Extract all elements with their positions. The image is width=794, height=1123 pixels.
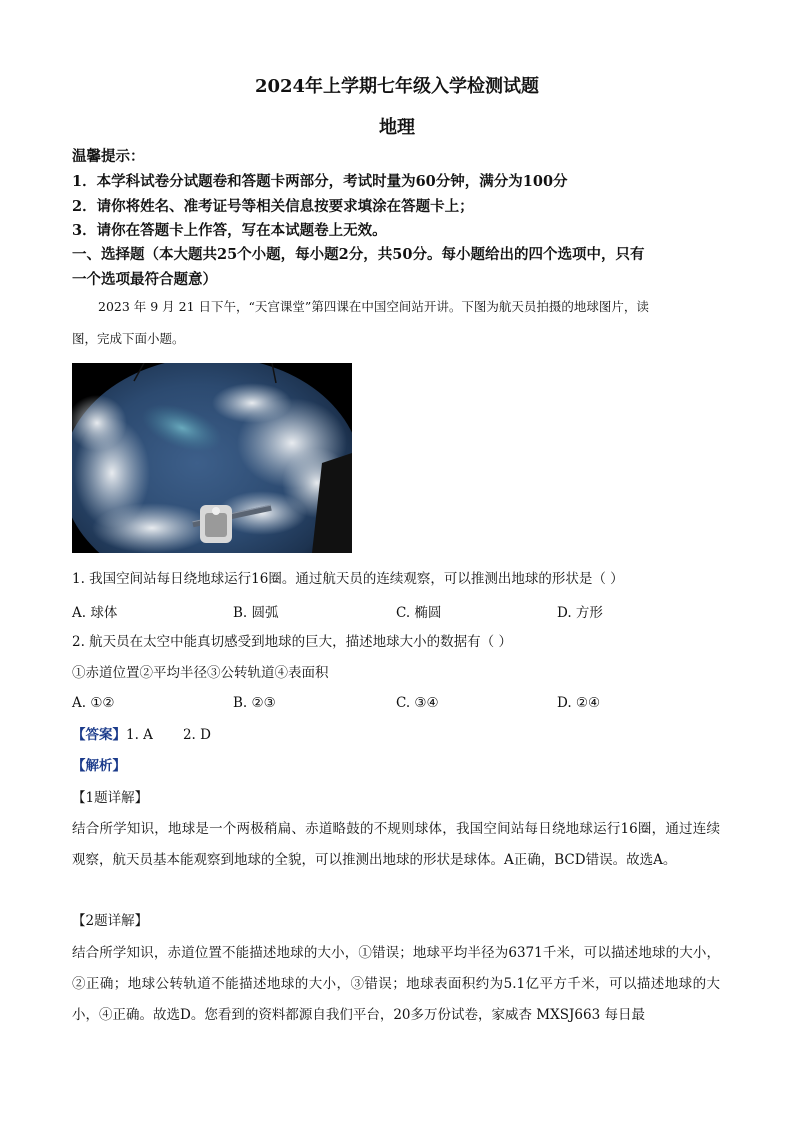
question-2-option-c: C. ③④ [396, 695, 439, 711]
notice-item-2: 2．请你将姓名、准考证号等相关信息按要求填涂在答题卡上； [72, 198, 474, 215]
notice-heading: 温馨提示： [72, 148, 145, 165]
intro-line-2: 图，完成下面小题。 [72, 331, 185, 346]
question-1-option-a: A. 球体 [72, 605, 118, 621]
question-2-stem: 2. 航天员在太空中能真切感受到地球的巨大，描述地球大小的数据有（ ） [72, 634, 512, 650]
question-1-option-c: C. 椭圆 [396, 605, 442, 621]
q2-detail-text: 结合所学知识，赤道位置不能描述地球的大小，①错误；地球平均半径为6371千米，可以描述地球的大小，②正确；地球公转轨道不能描述地球的大小，③错误；地球表面积约为5.1亿平方千米，可以描述地球的大小，④正确。故选D。您看到的资料都源自我们平台，20多万份试卷，家威杏 MXSJ663 每日最 [72, 945, 720, 1023]
question-1-option-b: B. 圆弧 [233, 605, 279, 621]
exam-title: 2024年上学期七年级入学检测试题 [254, 76, 540, 97]
question-2-option-b: B. ②③ [233, 695, 276, 711]
q1-detail-text: 结合所学知识，地球是一个两极稍扁、赤道略鼓的不规则球体，我国空间站每日绕地球运行16圈，通过连续观察，航天员基本能观察到地球的全貌，可以推测出地球的形状是球体。A正确，BCD错误。故选A。 [72, 821, 720, 868]
question-2-sub: ①赤道位置②平均半径③公转轨道④表面积 [72, 665, 329, 681]
notice-item-3: 3．请你在答题卡上作答，写在本试题卷上无效。 [72, 222, 387, 239]
answer-text: 1. A 2. D [126, 727, 211, 743]
earth-from-space-photo [72, 363, 352, 553]
intro-line-1: 2023 年 9 月 21 日下午，“天宫课堂”第四课在中国空间站开讲。下图为航天员拍摄的地球图片，读 [98, 299, 649, 314]
analysis-label: 【解析】 [72, 758, 126, 774]
question-2-option-d: D. ②④ [557, 695, 601, 711]
notice-item-1: 1．本学科试卷分试题卷和答题卡两部分，考试时量为60分钟，满分为100分 [72, 173, 568, 190]
question-1-option-d: D. 方形 [557, 605, 603, 621]
subject-title: 地理 [379, 117, 415, 138]
question-1-stem: 1. 我国空间站每日绕地球运行16圈。通过航天员的连续观察，可以推测出地球的形状是（ ） [72, 571, 624, 587]
answer-line [72, 726, 211, 744]
q2-detail-label: 【2题详解】 [72, 913, 149, 929]
section-heading-line1: 一、选择题（本大题共25个小题，每小题2分，共50分。每小题给出的四个选项中，只有 [72, 246, 645, 263]
question-2-option-a: A. ①② [72, 695, 115, 711]
section-heading-line2: 一个选项最符合题意） [72, 271, 217, 288]
q1-detail-label: 【1题详解】 [72, 790, 149, 806]
answer-label: 【答案】 [72, 727, 126, 743]
